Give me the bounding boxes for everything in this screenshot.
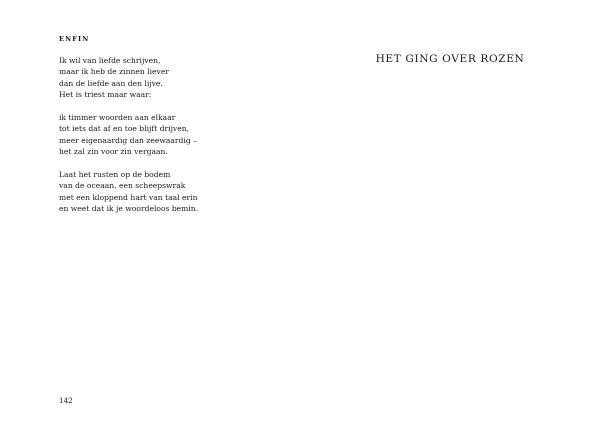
stanza	[59, 55, 279, 101]
poem	[59, 55, 279, 215]
poem-line: en weet dat ik je woordeloos bemin.	[59, 204, 199, 214]
poem-line: ik timmer woorden aan elkaar	[59, 113, 176, 123]
stanza	[59, 112, 279, 158]
stanza	[59, 169, 279, 215]
poem-line: dan de liefde aan den lijve.	[59, 78, 163, 88]
poem-line: Laat het rusten op de bodem	[59, 170, 171, 180]
poem-line: meer eigenaardig dan zeewaardig –	[59, 135, 197, 145]
poem-line: Ik wil van liefde schrijven,	[59, 56, 161, 65]
poem-line: maar ik heb de zinnen liever	[59, 67, 169, 77]
page-number: 142	[59, 396, 73, 405]
poem-line: met een kloppend hart van taal erin	[59, 192, 198, 202]
poem-line: van de oceaan, een scheepswrak	[59, 181, 186, 191]
right-page	[300, 0, 600, 432]
running-head: ENFIN	[59, 35, 90, 43]
poem-line: het zal zin voor zin vergaan.	[59, 147, 168, 157]
poem-line: Het is triest maar waar:	[59, 90, 152, 100]
section-title: HET GING OVER ROZEN	[375, 53, 525, 65]
poem-line: tot iets dat af en toe blijft drijven,	[59, 124, 190, 134]
